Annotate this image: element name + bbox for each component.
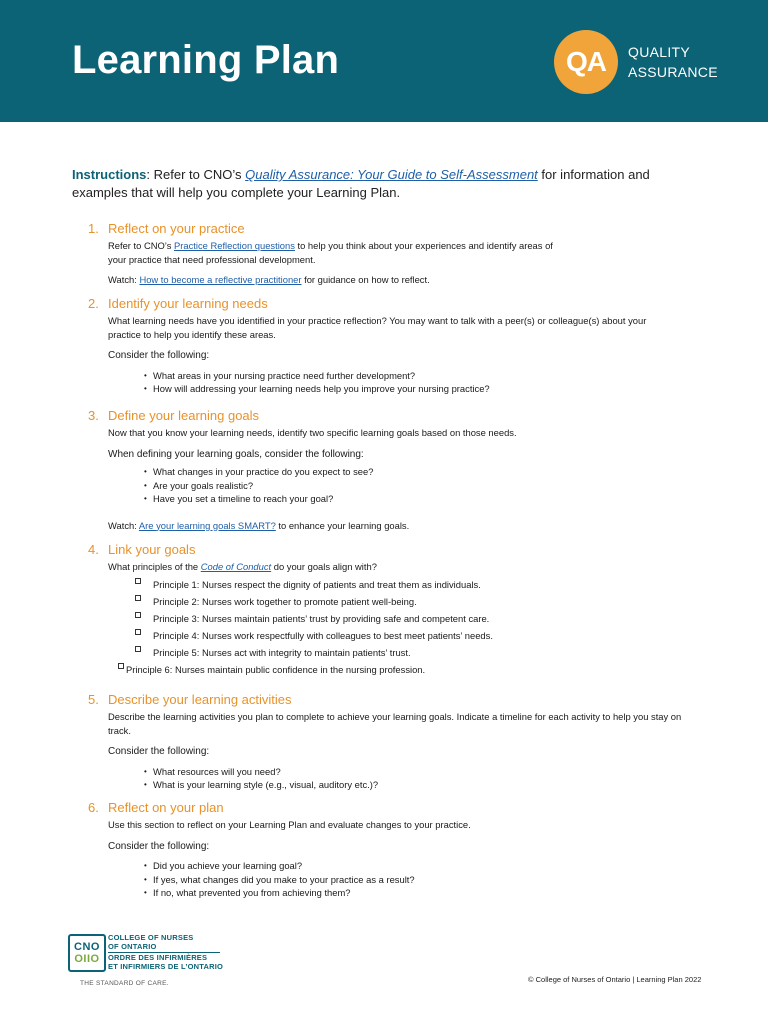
section-define-goals xyxy=(88,407,688,532)
consider-label: Consider the following: xyxy=(108,350,210,361)
reflective-practitioner-video-link[interactable]: How to become a reflective practitioner xyxy=(139,274,302,285)
copyright-notice: © College of Nurses of Ontario | Learning Plan 2022 xyxy=(528,975,702,984)
list-item: • What resources will you need? xyxy=(146,765,683,779)
smart-goals-video-link[interactable]: Are your learning goals SMART? xyxy=(138,519,276,531)
cno-logo xyxy=(68,934,228,990)
qa-logo-badge: QA xyxy=(554,30,618,94)
section-number: 2. xyxy=(88,296,99,311)
principle-item xyxy=(135,627,668,644)
checkbox-square-icon xyxy=(135,646,141,652)
practice-reflection-questions-link[interactable]: Practice Reflection questions xyxy=(174,240,295,251)
org-name-fr-2: ET INFIRMIERS DE L’ONTARIO xyxy=(108,961,224,971)
section-text xyxy=(108,273,558,287)
list-item: • How will addressing your learning needs help you improve your nursing practice? xyxy=(146,382,668,396)
instructions-text-after: for information and examples that will help you complete your Learning Plan. xyxy=(72,167,650,200)
principle-item xyxy=(118,661,668,678)
section-number: 3. xyxy=(88,408,99,423)
section-reflect-practice xyxy=(88,220,688,287)
checkbox-square-icon xyxy=(118,663,124,669)
instructions-label: Instructions xyxy=(72,167,147,182)
list-item: • If no, what prevented you from achieving them? xyxy=(146,886,668,900)
section-number: 4. xyxy=(88,542,99,557)
section-title: Identify your learning needs xyxy=(108,296,268,311)
consider-label: Consider the following: xyxy=(108,840,210,852)
section-heading xyxy=(88,220,688,237)
list-item: • Are your goals realistic? xyxy=(146,479,668,493)
section-text xyxy=(108,560,668,574)
org-name-fr-1: ORDRE DES INFIRMIÈRES xyxy=(108,953,208,962)
cno-logo-mark xyxy=(68,934,106,972)
org-name-en-2: OF ONTARIO xyxy=(108,941,157,951)
consider-label: Consider the following: xyxy=(108,746,210,757)
section-text xyxy=(108,519,668,533)
section-text xyxy=(108,239,558,266)
qa-logo-line1: QUALITY xyxy=(628,44,691,60)
list-item: • What changes in your practice do you expect to see? xyxy=(146,465,668,479)
section-text: What learning needs have you identified in your practice reflection? You may want to talk with a peer(s) or colleague(s) about your practice to help you identify these areas. xyxy=(108,315,647,340)
text-fragment: to enhance your learning goals. xyxy=(275,519,410,531)
text-fragment: Watch: xyxy=(108,274,140,285)
section-identify-needs xyxy=(88,295,688,396)
list-item: • Have you set a timeline to reach your goal? xyxy=(146,492,668,506)
section-text: Use this section to reflect on your Learning Plan and evaluate changes to your practice. xyxy=(108,819,471,830)
section-text: Now that you know your learning needs, identify two specific learning goals based on those needs. xyxy=(108,427,517,438)
header-banner xyxy=(0,0,768,122)
list-item: • What areas in your nursing practice need further development? xyxy=(146,369,668,383)
principle-text: Principle 5: Nurses act with integrity to maintain patients’ trust. xyxy=(153,646,411,658)
instructions xyxy=(72,166,682,202)
section-number: 6. xyxy=(88,800,99,815)
checkbox-square-icon xyxy=(135,595,141,601)
principle-item xyxy=(135,644,668,661)
section-title: Describe your learning activities xyxy=(108,692,292,707)
cno-logo-mark-bottom: OIIO xyxy=(74,953,100,965)
checkbox-square-icon xyxy=(135,578,141,584)
text-fragment: do your goals align with? xyxy=(271,561,377,572)
checkbox-square-icon xyxy=(135,629,141,635)
org-name-en-1: COLLEGE OF NURSES xyxy=(108,933,194,942)
self-assessment-guide-link[interactable]: Quality Assurance: Your Guide to Self-Assessment xyxy=(245,167,538,182)
text-fragment: Watch: xyxy=(108,519,139,531)
text-fragment: Refer to CNO’s xyxy=(108,240,174,251)
bullet-list xyxy=(108,765,683,792)
bullet-list xyxy=(108,859,668,900)
page-title: Learning Plan xyxy=(72,38,340,82)
principle-item xyxy=(135,610,668,627)
section-number: 1. xyxy=(88,221,99,236)
instructions-text-before: : Refer to CNO’s xyxy=(146,167,246,182)
section-reflect-plan xyxy=(88,799,688,900)
cno-logo-mark-top: CNO xyxy=(74,941,100,953)
section-title: Link your goals xyxy=(108,542,196,557)
list-item: • Did you achieve your learning goal? xyxy=(146,859,668,873)
principle-text: Principle 4: Nurses work respectfully with colleagues to best meet patients’ needs. xyxy=(153,629,493,641)
list-item: • What is your learning style (e.g., visual, auditory etc.)? xyxy=(146,778,683,792)
cno-logo-wordmark xyxy=(108,934,223,971)
section-heading xyxy=(88,541,688,558)
section-text: Describe the learning activities you plan to complete to achieve your learning goals. Indicate a timeline for each activity to help you stay on track. xyxy=(108,711,682,736)
text-fragment: for guidance on how to reflect. xyxy=(301,274,430,285)
section-heading xyxy=(88,407,688,424)
code-of-conduct-link[interactable]: Code of Conduct xyxy=(200,561,272,572)
list-item: • If yes, what changes did you make to your practice as a result? xyxy=(146,873,668,887)
qa-logo-line2: ASSURANCE xyxy=(628,64,718,80)
qa-logo-text xyxy=(628,42,748,82)
section-title: Reflect on your plan xyxy=(108,800,224,815)
text-fragment: What principles of the xyxy=(108,561,201,572)
text-fragment: to help you think about your experiences and identify areas of your practice that need professional development. xyxy=(108,240,553,265)
principle-text: Principle 3: Nurses maintain patients’ trust by providing safe and competent care. xyxy=(153,612,490,624)
section-heading xyxy=(88,295,688,312)
section-number: 5. xyxy=(88,692,99,707)
section-title: Define your learning goals xyxy=(108,408,260,423)
checkbox-square-icon xyxy=(135,612,141,618)
principle-item xyxy=(135,576,668,593)
bullet-list xyxy=(108,465,668,506)
bullet-list xyxy=(108,369,668,396)
section-heading xyxy=(88,691,688,708)
section-link-goals xyxy=(88,541,688,678)
section-learning-activities xyxy=(88,691,688,792)
principle-text: Principle 6: Nurses maintain public confidence in the nursing profession. xyxy=(126,663,426,675)
principle-text: Principle 1: Nurses respect the dignity of patients and treat them as individuals. xyxy=(153,578,481,590)
section-title: Reflect on your practice xyxy=(108,221,245,236)
principle-list xyxy=(108,576,668,678)
section-heading xyxy=(88,799,688,816)
cno-tagline: THE STANDARD OF CARE. xyxy=(80,980,169,987)
principle-item xyxy=(135,593,668,610)
principle-text: Principle 2: Nurses work together to promote patient well-being. xyxy=(153,595,417,607)
consider-label: When defining your learning goals, consider the following: xyxy=(108,448,364,460)
